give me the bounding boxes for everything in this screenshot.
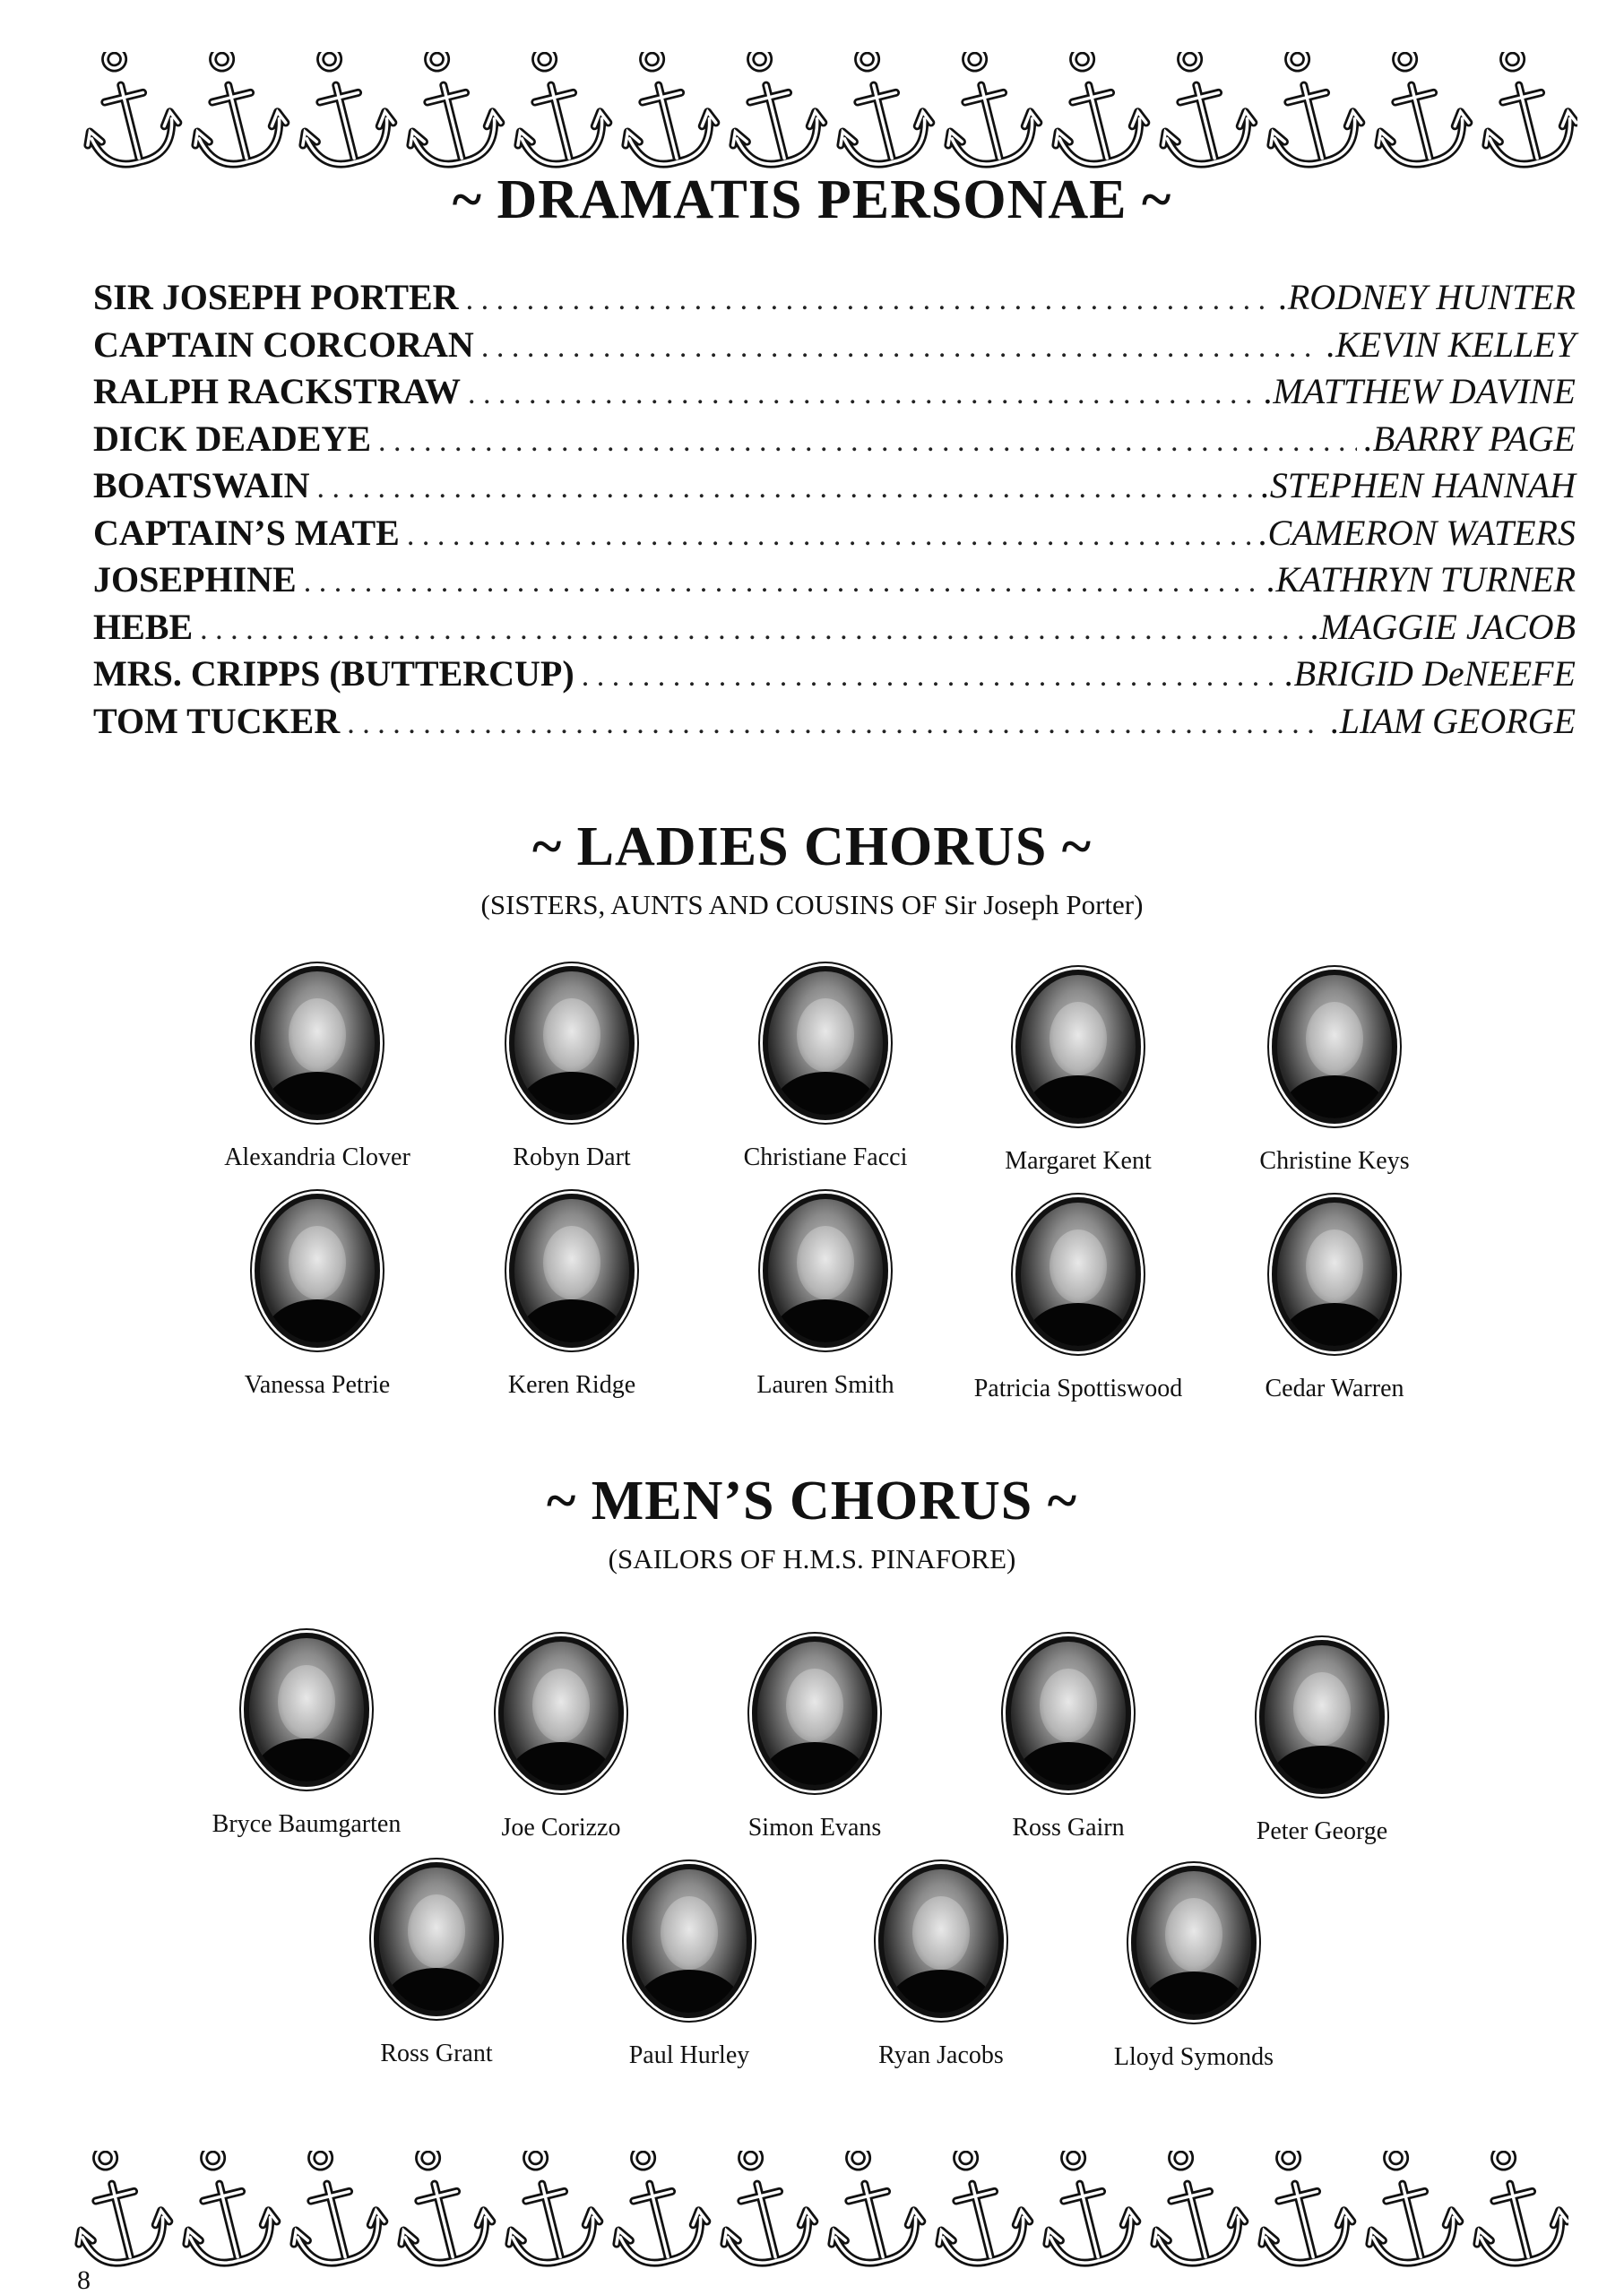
chorus-member: [934, 1636, 1203, 1842]
anchor-icon: [1134, 2151, 1252, 2272]
leader-dots: [304, 565, 1260, 600]
role-name: BOATSWAIN: [93, 465, 310, 505]
anchor-icon: [928, 52, 1046, 173]
chorus-member: [944, 970, 1213, 1176]
member-name: Christine Keys: [1259, 1147, 1410, 1175]
anchor-icon: [497, 52, 616, 173]
member-name: Alexandria Clover: [224, 1143, 410, 1171]
chorus-member: [1200, 970, 1469, 1176]
anchor-row-svg: [72, 52, 1577, 186]
chorus-member: [944, 1197, 1213, 1403]
portrait-photo: [509, 1194, 635, 1348]
anchor-icon: [1241, 2151, 1360, 2272]
cast-row: [93, 700, 1576, 747]
portrait-photo: [498, 1636, 624, 1790]
member-name: Lauren Smith: [756, 1371, 894, 1399]
chorus-member: [437, 966, 706, 1172]
member-name: Christiane Facci: [743, 1143, 908, 1171]
member-name: Ross Grant: [380, 2040, 493, 2067]
portrait-photo: [878, 1864, 1004, 2018]
member-name: Simon Evans: [747, 1814, 882, 1842]
portrait-photo: [763, 1194, 888, 1348]
role-name: CAPTAIN’S MATE: [93, 512, 400, 553]
anchor-icon: [72, 52, 186, 173]
anchor-icon: [1358, 52, 1476, 173]
anchor-icon: [704, 2151, 822, 2272]
anchor-icon: [1456, 2151, 1568, 2272]
chorus-member: [691, 966, 960, 1172]
leader-dots: [347, 707, 1323, 741]
anchor-icon: [381, 2151, 499, 2272]
chorus-member: [172, 1633, 441, 1839]
chorus-member: [1059, 1866, 1328, 2072]
portrait-photo: [1272, 1197, 1397, 1351]
chorus-member: [691, 1194, 960, 1400]
portrait-photo: [374, 1862, 499, 2016]
actor-name: .STEPHEN HANNAH: [1260, 465, 1576, 505]
anchor-icon: [713, 52, 831, 173]
leader-dots: [468, 377, 1257, 411]
anchor-icon: [811, 2151, 929, 2272]
member-name: Bryce Baumgarten: [212, 1810, 402, 1838]
role-name: CAPTAIN CORCORAN: [93, 324, 474, 365]
anchor-icon: [273, 2151, 392, 2272]
portrait-photo: [763, 966, 888, 1120]
cast-row: [93, 276, 1576, 324]
anchor-icon: [1465, 52, 1577, 173]
member-name: Robyn Dart: [513, 1143, 631, 1171]
chorus-member: [807, 1864, 1075, 2070]
portrait-photo: [1006, 1636, 1131, 1790]
member-name: Cedar Warren: [1265, 1375, 1404, 1402]
portrait-photo: [1015, 1197, 1141, 1351]
anchor-icon: [919, 2151, 1037, 2272]
role-name: DICK DEADEYE: [93, 418, 372, 459]
member-name: Patricia Spottiswood: [973, 1375, 1183, 1402]
member-name: Lloyd Symonds: [1113, 2043, 1274, 2071]
chorus-member: [302, 1862, 571, 2068]
cast-list: [93, 276, 1576, 746]
cast-row: [93, 464, 1576, 512]
mens-chorus-title: ~ MEN’S CHORUS ~: [546, 1471, 1077, 1531]
ladies-chorus-subtitle: (SISTERS, AUNTS AND COUSINS OF Sir Joseph Porter): [480, 889, 1144, 920]
portrait-photo: [509, 966, 635, 1120]
actor-name: .MAGGIE JACOB: [1310, 606, 1576, 647]
actor-name: .MATTHEW DAVINE: [1264, 371, 1576, 411]
role-name: SIR JOSEPH PORTER: [93, 277, 459, 317]
anchor-icon: [1143, 52, 1261, 173]
actor-name: .RODNEY HUNTER: [1278, 277, 1576, 317]
cast-row: [93, 558, 1576, 606]
portrait-photo: [1272, 970, 1397, 1124]
anchor-icon: [1250, 52, 1369, 173]
chorus-member: [183, 966, 452, 1172]
page-number: 8: [77, 2265, 91, 2295]
member-name: Joe Corizzo: [501, 1814, 621, 1842]
actor-name: .CAMERON WATERS: [1258, 512, 1576, 553]
anchor-icon: [820, 52, 938, 173]
anchor-icon: [1026, 2151, 1145, 2272]
actor-name: .BRIGID DeNEEFE: [1284, 653, 1576, 694]
cast-row: [93, 370, 1576, 418]
leader-dots: [317, 471, 1254, 505]
member-name: Peter George: [1256, 1817, 1388, 1845]
portrait-photo: [1259, 1640, 1385, 1794]
anchor-icon: [488, 2151, 607, 2272]
role-name: RALPH RACKSTRAW: [93, 371, 462, 411]
actor-name: .BARRY PAGE: [1363, 418, 1576, 459]
role-name: MRS. CRIPPS (BUTTERCUP): [93, 653, 574, 694]
cast-row: [93, 324, 1576, 371]
ladies-chorus-title: ~ LADIES CHORUS ~: [531, 816, 1093, 877]
anchor-icon: [1349, 2151, 1467, 2272]
role-name: HEBE: [93, 606, 194, 647]
leader-dots: [378, 425, 1357, 459]
chorus-member: [680, 1636, 949, 1842]
portrait-photo: [255, 966, 380, 1120]
leader-dots: [481, 331, 1319, 365]
anchor-icon: [282, 52, 401, 173]
cast-row: [93, 418, 1576, 465]
member-name: Keren Ridge: [507, 1371, 636, 1399]
anchor-row-svg: [63, 2151, 1568, 2285]
anchor-icon: [390, 52, 508, 173]
cast-row: [93, 606, 1576, 653]
anchor-icon: [63, 2151, 177, 2272]
chorus-member: [427, 1636, 695, 1842]
anchor-border-top: [72, 52, 1577, 186]
cast-row: [93, 512, 1576, 559]
leader-dots: [582, 660, 1278, 694]
member-name: Ross Gairn: [1012, 1814, 1125, 1842]
anchor-icon: [596, 2151, 714, 2272]
role-name: TOM TUCKER: [93, 700, 341, 741]
anchor-border-bottom: [63, 2151, 1568, 2285]
dramatis-personae-title: ~ DRAMATIS PERSONAE ~: [452, 169, 1172, 230]
member-name: Margaret Kent: [1005, 1147, 1152, 1175]
anchor-icon: [1035, 52, 1153, 173]
actor-name: .KEVIN KELLEY: [1326, 324, 1576, 365]
member-name: Ryan Jacobs: [878, 2041, 1004, 2069]
portrait-photo: [255, 1194, 380, 1348]
mens-chorus-subtitle: (SAILORS OF H.M.S. PINAFORE): [608, 1543, 1016, 1575]
portrait-photo: [1015, 970, 1141, 1124]
actor-name: .LIAM GEORGE: [1330, 700, 1576, 741]
chorus-member: [1200, 1197, 1469, 1403]
leader-dots: [200, 613, 1303, 647]
portrait-photo: [626, 1864, 752, 2018]
anchor-icon: [166, 2151, 284, 2272]
portrait-photo: [244, 1633, 369, 1787]
leader-dots: [407, 519, 1252, 553]
anchor-icon: [175, 52, 293, 173]
chorus-member: [183, 1194, 452, 1400]
role-name: JOSEPHINE: [93, 559, 297, 600]
portrait-photo: [752, 1636, 877, 1790]
member-name: Vanessa Petrie: [244, 1371, 391, 1399]
anchor-icon: [605, 52, 723, 173]
chorus-member: [437, 1194, 706, 1400]
actor-name: .KATHRYN TURNER: [1266, 559, 1576, 600]
cast-row: [93, 652, 1576, 700]
member-name: Paul Hurley: [628, 2041, 750, 2069]
chorus-member: [1188, 1640, 1456, 1846]
chorus-member: [555, 1864, 824, 2070]
leader-dots: [466, 283, 1272, 317]
portrait-photo: [1131, 1866, 1257, 2020]
